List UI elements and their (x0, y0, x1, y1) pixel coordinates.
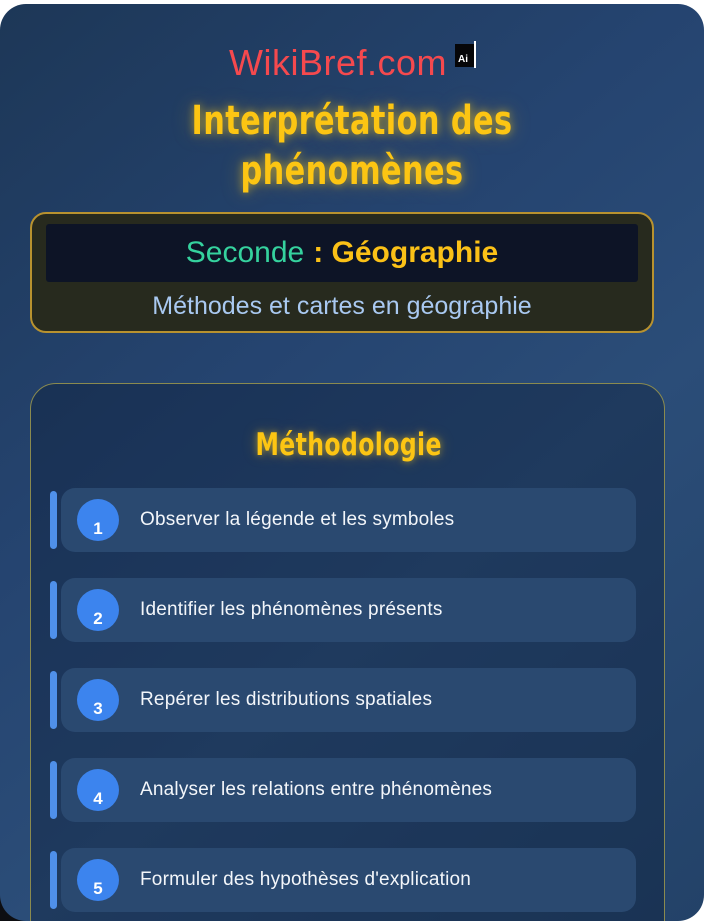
page-card (0, 4, 704, 921)
step-item-4 (61, 758, 636, 822)
step-number: 4 (93, 789, 103, 808)
brand-header (0, 42, 704, 84)
step-number: 3 (93, 699, 103, 718)
step-accent-bar (50, 581, 57, 639)
ai-badge (455, 44, 475, 67)
step-label: Identifier les phénomènes présents (140, 599, 443, 620)
methodology-title: Méthodologie (255, 427, 442, 463)
step-accent-bar (50, 671, 57, 729)
brand-link[interactable]: WikiBref.com (228, 42, 447, 83)
methodology-title-wrap (61, 426, 636, 470)
course-subtitle: Méthodes et cartes en géographie (152, 292, 532, 320)
course-line (46, 224, 638, 282)
step-accent-bar (50, 491, 57, 549)
course-subject: : Géographie (313, 236, 499, 269)
step-item-2 (61, 578, 636, 642)
text-cursor-icon (474, 41, 477, 68)
step-number: 2 (93, 609, 103, 628)
course-header-box (30, 212, 654, 333)
step-accent-bar (50, 761, 57, 819)
step-label: Observer la légende et les symboles (140, 509, 455, 530)
step-number: 1 (93, 519, 103, 538)
page-title: Interprétation des phénomènes (191, 98, 513, 194)
step-item-1 (61, 488, 636, 552)
step-item-3 (61, 668, 636, 732)
step-label: Repérer les distributions spatiales (140, 689, 433, 710)
course-level: Seconde (185, 236, 305, 269)
page-title-wrap (0, 96, 704, 205)
step-number-badge (77, 769, 119, 811)
step-number: 5 (93, 879, 103, 898)
step-label: Analyser les relations entre phénomènes (140, 779, 493, 800)
step-item-5 (61, 848, 636, 912)
step-number-badge (77, 589, 119, 631)
step-accent-bar (50, 851, 57, 909)
step-number-badge (77, 859, 119, 901)
step-number-badge (77, 679, 119, 721)
methodology-panel (30, 383, 665, 921)
ai-badge-label: Ai (458, 54, 468, 65)
methodology-steps (61, 488, 636, 912)
step-label: Formuler des hypothèses d'explication (140, 869, 472, 890)
step-number-badge (77, 499, 119, 541)
